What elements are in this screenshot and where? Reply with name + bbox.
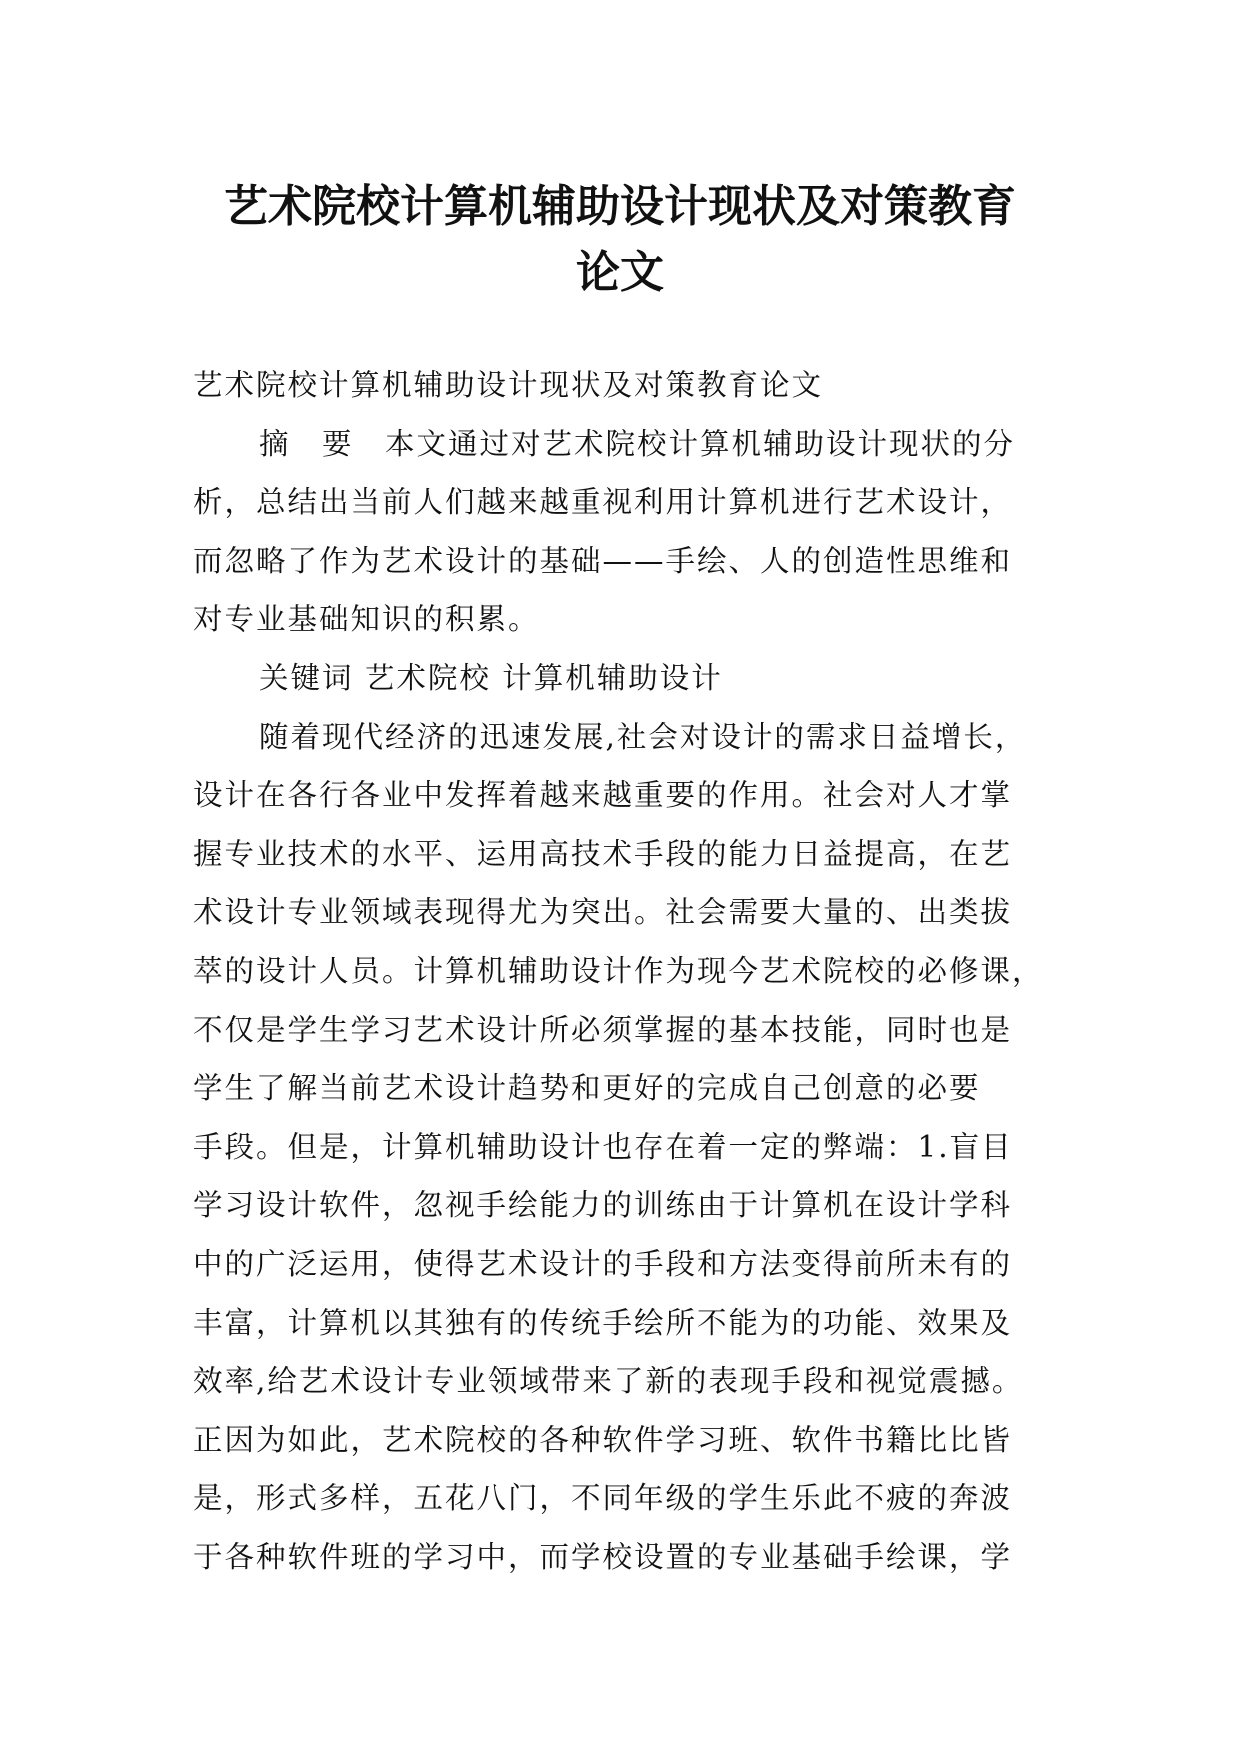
body-line: 中的广泛运用，使得艺术设计的手段和方法变得前所未有的: [193, 1246, 1013, 1281]
abstract-line: 摘 要 本文通过对艺术院校计算机辅助设计现状的分: [259, 426, 1016, 461]
body-line: 术设计专业领域表现得尤为突出。社会需要大量的、出类拔: [193, 895, 1013, 930]
body-line: 设计在各行各业中发挥着越来越重要的作用。社会对人才掌: [193, 778, 1013, 813]
body-line: 是，形式多样，五花八门，不同年级的学生乐此不疲的奔波: [193, 1481, 1013, 1516]
body-line: 丰富，计算机以其独有的传统手绘所不能为的功能、效果及: [193, 1305, 1013, 1340]
body-line: 于各种软件班的学习中，而学校设置的专业基础手绘课，学: [193, 1539, 1013, 1574]
body-line: 握专业技术的水平、运用高技术手段的能力日益提高，在艺: [193, 836, 1013, 871]
body-line: 萃的设计人员。计算机辅助设计作为现今艺术院校的必修课，: [193, 953, 1044, 988]
abstract-line: 而忽略了作为艺术设计的基础——手绘、人的创造性思维和: [193, 543, 1013, 578]
body-line: 效率,给艺术设计专业领域带来了新的表现手段和视觉震撼。: [193, 1364, 1024, 1399]
body-line: 学习设计软件，忽视手绘能力的训练由于计算机在设计学科: [193, 1188, 1013, 1223]
keywords-line: 关键词 艺术院校 计算机辅助设计: [259, 660, 723, 695]
body-line: 随着现代经济的迅速发展,社会对设计的需求日益增长，: [259, 719, 1027, 754]
document-title: [180, 174, 1060, 306]
subtitle-line: 艺术院校计算机辅助设计现状及对策教育论文: [193, 368, 824, 402]
title-line-1: 艺术院校计算机辅助设计现状及对策教育: [224, 181, 1016, 233]
abstract-line: 析，总结出当前人们越来越重视利用计算机进行艺术设计，: [193, 485, 1013, 520]
abstract-line: 对专业基础知识的积累。: [193, 602, 540, 637]
body-line: 正因为如此，艺术院校的各种软件学习班、软件书籍比比皆: [193, 1422, 1013, 1457]
body-line: 手段。但是，计算机辅助设计也存在着一定的弊端：1.盲目: [193, 1129, 1013, 1164]
body-line: 学生了解当前艺术设计趋势和更好的完成自己创意的必要: [193, 1071, 981, 1106]
body-line: 不仅是学生学习艺术设计所必须掌握的基本技能，同时也是: [193, 1012, 1013, 1047]
document-body: [193, 356, 1053, 1586]
title-line-2: 论文: [576, 247, 664, 299]
